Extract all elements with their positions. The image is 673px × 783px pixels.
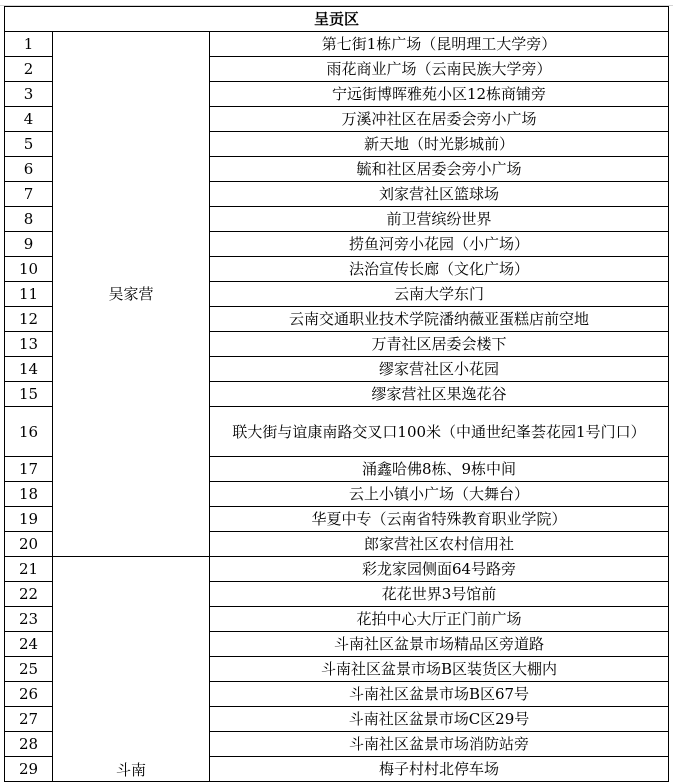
location-cell[interactable]: 新天地（时光影城前）: [210, 132, 669, 157]
row-number-cell[interactable]: 20: [5, 532, 53, 557]
row-number-cell[interactable]: 22: [5, 582, 53, 607]
location-cell[interactable]: 缪家营社区小花园: [210, 357, 669, 382]
location-cell[interactable]: 前卫营缤纷世界: [210, 207, 669, 232]
row-number-cell[interactable]: 29: [5, 757, 53, 782]
location-cell[interactable]: 毓和社区居委会旁小广场: [210, 157, 669, 182]
location-cell[interactable]: 万青社区居委会楼下: [210, 332, 669, 357]
location-cell[interactable]: 法治宣传长廊（文化广场）: [210, 257, 669, 282]
row-number-cell[interactable]: 10: [5, 257, 53, 282]
location-cell[interactable]: 云南大学东门: [210, 282, 669, 307]
row-number-cell[interactable]: 3: [5, 82, 53, 107]
location-cell[interactable]: 刘家营社区篮球场: [210, 182, 669, 207]
row-number-cell[interactable]: 12: [5, 307, 53, 332]
location-cell[interactable]: 梅子村村北停车场: [210, 757, 669, 782]
location-cell[interactable]: 华夏中专（云南省特殊教育职业学院）: [210, 507, 669, 532]
row-number-cell[interactable]: 8: [5, 207, 53, 232]
row-number-cell[interactable]: 2: [5, 57, 53, 82]
location-cell[interactable]: 斗南社区盆景市场B区67号: [210, 682, 669, 707]
location-cell[interactable]: 雨花商业广场（云南民族大学旁）: [210, 57, 669, 82]
location-cell[interactable]: 联大街与谊康南路交叉口100米（中通世纪峯荟花园1号门口）: [210, 407, 669, 457]
location-cell[interactable]: 宁远街博晖雅苑小区12栋商铺旁: [210, 82, 669, 107]
row-number-cell[interactable]: 16: [5, 407, 53, 457]
location-cell[interactable]: 彩龙家园侧面64号路旁: [210, 557, 669, 582]
row-number-cell[interactable]: 7: [5, 182, 53, 207]
location-cell[interactable]: 斗南社区盆景市场C区29号: [210, 707, 669, 732]
site-table: [4, 6, 669, 782]
row-number-cell[interactable]: 11: [5, 282, 53, 307]
location-cell[interactable]: 斗南社区盆景市场B区装货区大棚内: [210, 657, 669, 682]
row-number-cell[interactable]: 27: [5, 707, 53, 732]
row-number-cell[interactable]: 25: [5, 657, 53, 682]
row-number-cell[interactable]: 24: [5, 632, 53, 657]
location-cell[interactable]: 捞鱼河旁小花园（小广场）: [210, 232, 669, 257]
row-number-cell[interactable]: 18: [5, 482, 53, 507]
location-cell[interactable]: 缪家营社区果逸花谷: [210, 382, 669, 407]
row-number-cell[interactable]: 14: [5, 357, 53, 382]
row-number-cell[interactable]: 9: [5, 232, 53, 257]
location-cell[interactable]: 花花世界3号馆前: [210, 582, 669, 607]
town-cell[interactable]: 斗南: [53, 557, 210, 782]
location-cell[interactable]: 万溪冲社区在居委会旁小广场: [210, 107, 669, 132]
row-number-cell[interactable]: 19: [5, 507, 53, 532]
location-cell[interactable]: 郎家营社区农村信用社: [210, 532, 669, 557]
row-number-cell[interactable]: 26: [5, 682, 53, 707]
row-number-cell[interactable]: 1: [5, 32, 53, 57]
row-number-cell[interactable]: 6: [5, 157, 53, 182]
row-number-cell[interactable]: 5: [5, 132, 53, 157]
location-cell[interactable]: 涌鑫哈佛8栋、9栋中间: [210, 457, 669, 482]
row-number-cell[interactable]: 15: [5, 382, 53, 407]
row-number-cell[interactable]: 17: [5, 457, 53, 482]
location-cell[interactable]: 第七街1栋广场（昆明理工大学旁）: [210, 32, 669, 57]
district-header-cell[interactable]: 呈贡区: [5, 7, 669, 32]
location-cell[interactable]: 花拍中心大厅正门前广场: [210, 607, 669, 632]
town-cell[interactable]: 吴家营: [53, 32, 210, 557]
row-number-cell[interactable]: 23: [5, 607, 53, 632]
location-cell[interactable]: 斗南社区盆景市场消防站旁: [210, 732, 669, 757]
location-cell[interactable]: 云南交通职业技术学院潘纳薇亚蛋糕店前空地: [210, 307, 669, 332]
location-cell[interactable]: 云上小镇小广场（大舞台）: [210, 482, 669, 507]
row-number-cell[interactable]: 28: [5, 732, 53, 757]
row-number-cell[interactable]: 13: [5, 332, 53, 357]
row-number-cell[interactable]: 21: [5, 557, 53, 582]
row-number-cell[interactable]: 4: [5, 107, 53, 132]
location-cell[interactable]: 斗南社区盆景市场精品区旁道路: [210, 632, 669, 657]
